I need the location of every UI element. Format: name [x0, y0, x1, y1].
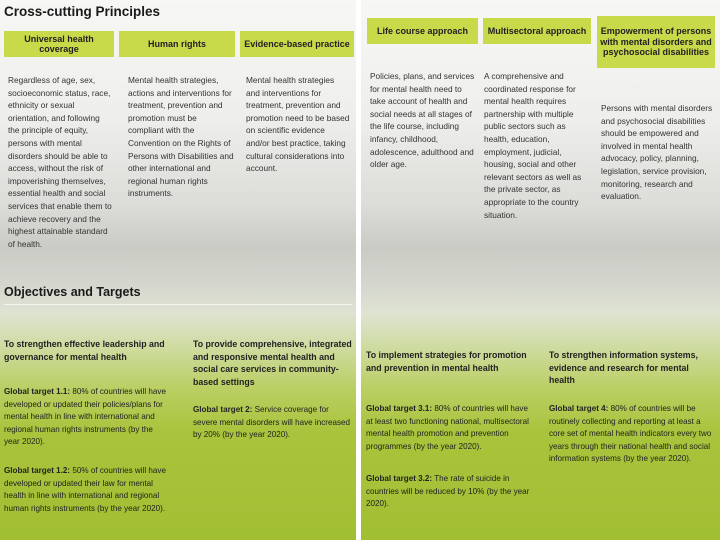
objectives-title: Objectives and Targets [4, 285, 141, 299]
target-2-text: Service coverage for severe mental disorders will have increased by 20% (by the year 2020). [193, 405, 351, 439]
target-1-1 [4, 386, 168, 449]
principle-text-universal: Regardless of age, sex, socioeconomic status, race, ethnicity or sexual orientation, and following the principle of equity, persons with mental disorders should be able to access, without the risk of impoverishing themselves, essential health and social services that enable them to achieve recovery and the highest attainable standard of health. [8, 75, 112, 249]
target-1-2-text: 50% of countries will have developed or updated their law for mental health in line with international and regional human rights instruments (by the year 2020). [4, 466, 166, 513]
target-3-1-text: 80% of countries will have at least two functioning national, multisectoral mental health promotion and prevention programmes (by the year 2020). [366, 404, 529, 451]
principle-text-multisectoral: A comprehensive and coordinated response for mental health requires partnership with multiple public sectors such as health, education, employment, judicial, housing, social and other relevant sectors as well as the private sector, as appropriate to the country situation. [484, 71, 582, 220]
left-panel [0, 0, 356, 540]
principle-tag-evidence: Evidence-based practice [240, 31, 354, 57]
target-1-1-text: 80% of countries will have developed or updated their policies/plans for mental health in line with international and regional human rights instruments (by the year 2020). [4, 387, 166, 446]
target-2 [193, 404, 353, 442]
target-1-1-label: Global target 1.1: [4, 387, 71, 396]
principle-text-empowerment: Persons with mental disorders and psychosocial disabilities should be empowered and involved in mental health advocacy, policy, planning, legislation, service provision, monitoring, research and evaluation. [601, 103, 713, 202]
target-2-label: Global target 2: [193, 405, 253, 414]
target-4-label: Global target 4: [549, 404, 609, 413]
principle-tag-human-rights: Human rights [119, 31, 235, 57]
objective-2-title: To provide comprehensive, integrated and responsive mental health and social care services in community-based settings [193, 339, 352, 387]
objective-1-title: To strengthen effective leadership and governance for mental health [4, 339, 165, 362]
target-3-2-text: The rate of suicide in countries will be reduced by 10% (by the year 2020). [366, 474, 530, 508]
divider [4, 304, 352, 305]
target-3-2 [366, 473, 532, 511]
principle-tag-universal: Universal health coverage [4, 31, 114, 57]
principle-text-life-course: Policies, plans, and services for mental health need to take account of health and social needs at all stages of the life course, including infancy, childhood, adolescence, adulthood and older age. [370, 71, 475, 170]
target-3-1 [366, 403, 532, 453]
objective-4-title: To strengthen information systems, evidence and research for mental health [549, 350, 698, 386]
cross-cutting-title: Cross-cutting Principles [4, 4, 161, 19]
principle-tag-empowerment: Empowerment of persons with mental disorders and psychosocial disabilities [597, 16, 715, 68]
principle-text-human-rights: Mental health strategies, actions and interventions for treatment, prevention and promotion must be compliant with the Convention on the Rights of Persons with Disabilities and other international and regional human rights instruments. [128, 75, 234, 199]
target-3-1-label: Global target 3.1: [366, 404, 433, 413]
principle-tag-multisectoral: Multisectoral approach [483, 18, 591, 44]
target-1-2-label: Global target 1.2: [4, 466, 71, 475]
target-1-2 [4, 465, 168, 515]
objective-3-title: To implement strategies for promotion and prevention in mental health [366, 350, 527, 373]
principle-text-evidence: Mental health strategies and interventions for treatment, prevention and promotion need to be based on scientific evidence and/or best practice, taking cultural considerations into account. [246, 75, 350, 174]
right-panel [361, 0, 720, 540]
target-4 [549, 403, 715, 466]
target-3-2-label: Global target 3.2: [366, 474, 433, 483]
target-4-text: 80% of countries will be routinely collecting and reporting at least a core set of mental health indicators every two years through their national health and social information systems (by the year 2020). [549, 404, 712, 463]
principle-tag-life-course: Life course approach [367, 18, 478, 44]
